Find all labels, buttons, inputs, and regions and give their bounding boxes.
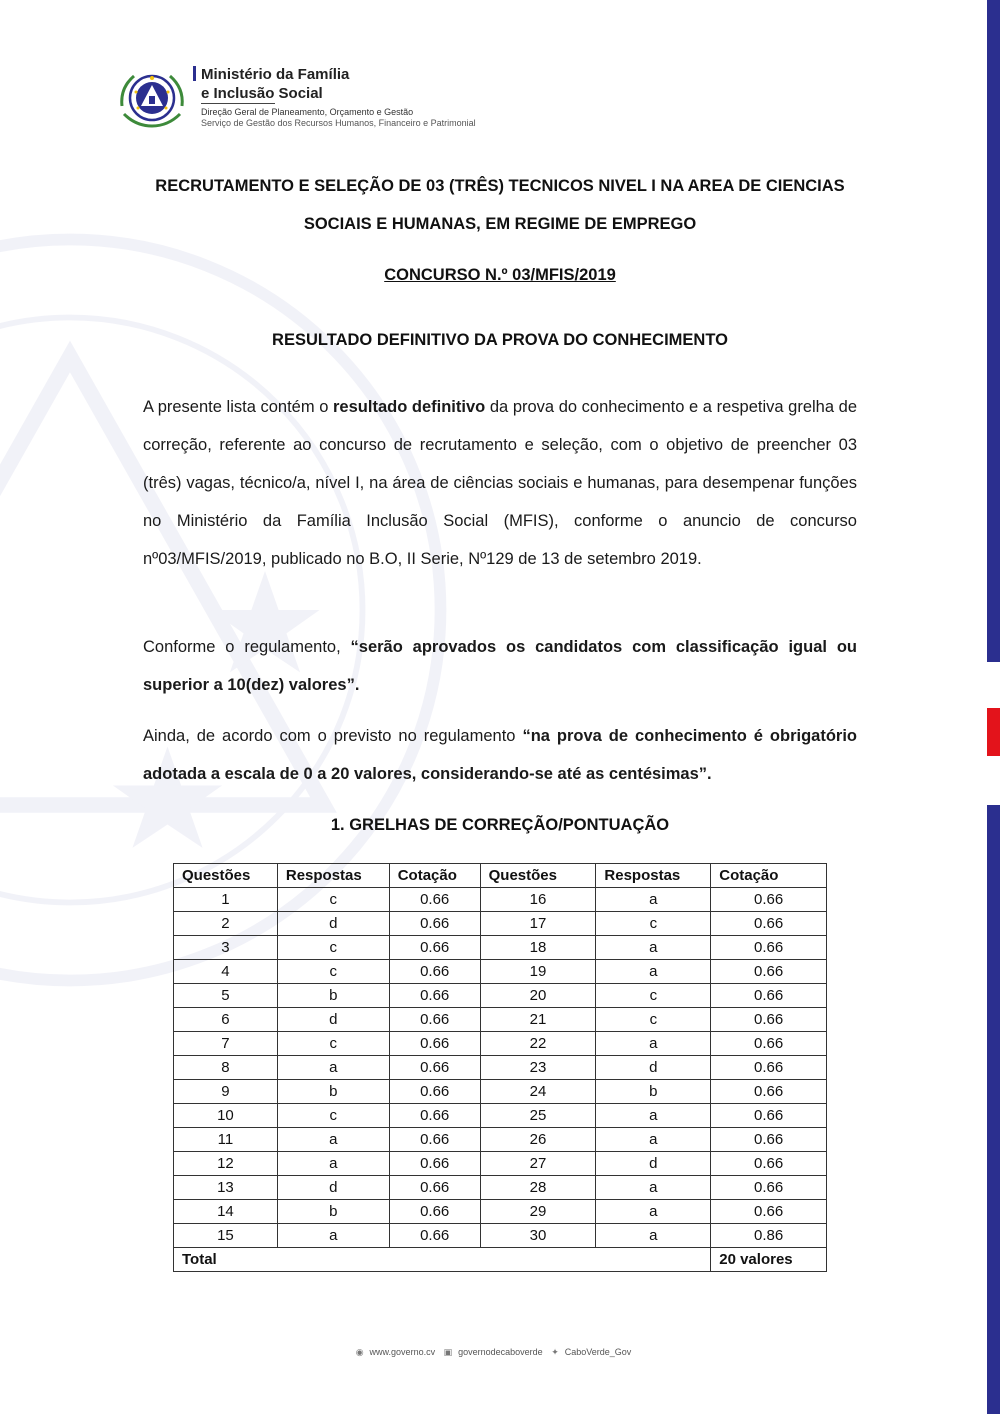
table-cell: 0.66: [389, 1224, 480, 1248]
table-cell: d: [277, 1008, 389, 1032]
scale-paragraph: Ainda, de acordo com o previsto no regulamento “na prova de conhecimento é obrigatório adotada a escala de 0 a 20 valores, considerando-se até as centésimas”.: [143, 727, 858, 783]
table-cell: a: [277, 1056, 389, 1080]
edge-bar-blue-top: [987, 0, 1000, 662]
footer-website[interactable]: www.governo.cv: [369, 1347, 436, 1357]
table-row: [174, 1128, 827, 1152]
table-cell: d: [277, 1176, 389, 1200]
table-row: [174, 1104, 827, 1128]
table-cell: 30: [480, 1224, 596, 1248]
table-cell: 0.66: [389, 1200, 480, 1224]
doc-title-line2: SOCIAIS E HUMANAS, EM REGIME DE EMPREGO: [303, 215, 697, 233]
section-title: 1. GRELHAS DE CORREÇÃO/PONTUAÇÃO: [330, 816, 670, 834]
table-cell: d: [596, 1152, 711, 1176]
edge-bar-blue-bottom: [987, 805, 1000, 1414]
column-header: Respostas: [596, 864, 711, 888]
table-cell: c: [277, 1032, 389, 1056]
globe-icon: ◉: [355, 1347, 364, 1357]
table-cell: 12: [174, 1152, 278, 1176]
table-cell: 0.66: [389, 1104, 480, 1128]
table-cell: a: [596, 960, 711, 984]
table-row: [174, 1056, 827, 1080]
table-cell: 0.66: [389, 912, 480, 936]
table-cell: 0.66: [389, 1176, 480, 1200]
twitter-icon: ✦: [551, 1347, 559, 1357]
table-cell: 0.66: [389, 960, 480, 984]
table-row: [174, 1200, 827, 1224]
logo-rule: [201, 103, 275, 104]
table-cell: 16: [480, 888, 596, 912]
table-cell: a: [596, 1200, 711, 1224]
table-cell: 22: [480, 1032, 596, 1056]
table-cell: 24: [480, 1080, 596, 1104]
intro-paragraph: A presente lista contém o resultado definitivo da prova do conhecimento e a respetiva grelha de correção, referente ao concurso de recrutamento e seleção, com o objetivo de preencher 03 (três) vagas, técnico/a, nível I, na área de ciências sociais e humanas, para desempenar funções no Ministério da Família Inclusão Social (MFIS), conforme o anuncio de concurso nº03/MFIS/2019, publicado no B.O, II Serie, Nº129 de 13 de setembro 2019.: [143, 398, 857, 568]
table-cell: 3: [174, 936, 278, 960]
table-cell: 0.66: [711, 1104, 827, 1128]
table-header-row: [174, 864, 827, 888]
column-header: Respostas: [277, 864, 389, 888]
table-cell: b: [596, 1080, 711, 1104]
table-cell: a: [277, 1128, 389, 1152]
table-row: [174, 1176, 827, 1200]
table-cell: b: [277, 1200, 389, 1224]
table-cell: 25: [480, 1104, 596, 1128]
column-header: Questões: [480, 864, 596, 888]
table-cell: d: [277, 912, 389, 936]
table-cell: 10: [174, 1104, 278, 1128]
table-cell: 23: [480, 1056, 596, 1080]
footer-facebook[interactable]: governodecaboverde: [458, 1347, 543, 1357]
table-cell: b: [277, 984, 389, 1008]
table-cell: 29: [480, 1200, 596, 1224]
table-cell: a: [277, 1152, 389, 1176]
table-row: [174, 960, 827, 984]
department-line1: Direção Geral de Planeamento, Orçamento e Gestão: [201, 107, 414, 117]
column-header: Cotação: [711, 864, 827, 888]
table-cell: 18: [480, 936, 596, 960]
table-cell: 21: [480, 1008, 596, 1032]
table-row: [174, 888, 827, 912]
approval-paragraph: Conforme o regulamento, “serão aprovados os candidatos com classificação igual ou superior a 10(dez) valores”.: [143, 638, 857, 694]
table-cell: 0.66: [389, 1080, 480, 1104]
table-row: [174, 1152, 827, 1176]
table-cell: 0.86: [711, 1224, 827, 1248]
ministry-name-line2: e Inclusão Social: [201, 85, 323, 102]
table-cell: 0.66: [389, 984, 480, 1008]
footer-twitter[interactable]: CaboVerde_Gov: [564, 1347, 632, 1357]
logo-divider: [193, 66, 196, 81]
facebook-icon: ▣: [443, 1347, 453, 1357]
table-cell: a: [596, 1032, 711, 1056]
table-cell: d: [596, 1056, 711, 1080]
table-body: [174, 888, 827, 1248]
table-cell: 0.66: [711, 912, 827, 936]
table-cell: 14: [174, 1200, 278, 1224]
table-cell: 0.66: [711, 1152, 827, 1176]
table-cell: c: [596, 912, 711, 936]
cabo-verde-seal-icon: [116, 66, 188, 130]
table-cell: c: [277, 960, 389, 984]
table-cell: a: [596, 1176, 711, 1200]
table-cell: 0.66: [711, 1080, 827, 1104]
edge-bar-red: [987, 708, 1000, 756]
table-cell: 0.66: [711, 1032, 827, 1056]
table-cell: 0.66: [711, 1008, 827, 1032]
table-cell: c: [596, 1008, 711, 1032]
table-total-row: [174, 1248, 827, 1272]
table-cell: c: [596, 984, 711, 1008]
table-row: [174, 912, 827, 936]
footer: [0, 1347, 987, 1358]
table-cell: 20: [480, 984, 596, 1008]
table-row: [174, 1008, 827, 1032]
table-row: [174, 1032, 827, 1056]
table-cell: 4: [174, 960, 278, 984]
table-row: [174, 1080, 827, 1104]
table-cell: c: [277, 888, 389, 912]
table-cell: a: [596, 1104, 711, 1128]
table-cell: 0.66: [389, 1128, 480, 1152]
table-cell: a: [596, 1128, 711, 1152]
total-value: 20 valores: [711, 1248, 827, 1272]
table-cell: 15: [174, 1224, 278, 1248]
table-cell: 0.66: [711, 1128, 827, 1152]
table-cell: a: [596, 888, 711, 912]
table-cell: 6: [174, 1008, 278, 1032]
table-cell: 5: [174, 984, 278, 1008]
grading-table: [173, 863, 827, 1272]
table-cell: 26: [480, 1128, 596, 1152]
concurso-number: CONCURSO N.º 03/MFIS/2019: [384, 266, 616, 284]
table-cell: a: [277, 1224, 389, 1248]
table-cell: c: [277, 1104, 389, 1128]
table-cell: 0.66: [389, 1056, 480, 1080]
table-row: [174, 984, 827, 1008]
table-cell: 7: [174, 1032, 278, 1056]
table-cell: b: [277, 1080, 389, 1104]
table-cell: 0.66: [711, 1176, 827, 1200]
table-cell: 0.66: [711, 1200, 827, 1224]
table-cell: 27: [480, 1152, 596, 1176]
table-cell: c: [277, 936, 389, 960]
table-cell: a: [596, 936, 711, 960]
table-cell: 9: [174, 1080, 278, 1104]
table-cell: 0.66: [389, 1032, 480, 1056]
table-cell: 2: [174, 912, 278, 936]
column-header: Cotação: [389, 864, 480, 888]
table-cell: 28: [480, 1176, 596, 1200]
doc-title-line1: RECRUTAMENTO E SELEÇÃO DE 03 (TRÊS) TECNICOS NIVEL I NA AREA DE CIENCIAS: [155, 177, 845, 195]
ministry-name-line1: Ministério da Família: [201, 66, 350, 83]
table-cell: 0.66: [389, 1152, 480, 1176]
table-cell: 0.66: [389, 888, 480, 912]
table-row: [174, 936, 827, 960]
table-row: [174, 1224, 827, 1248]
table-cell: 17: [480, 912, 596, 936]
result-title: RESULTADO DEFINITIVO DA PROVA DO CONHECIMENTO: [272, 331, 728, 349]
table-cell: 0.66: [711, 888, 827, 912]
table-cell: 19: [480, 960, 596, 984]
table-cell: 11: [174, 1128, 278, 1152]
table-cell: a: [596, 1224, 711, 1248]
table-cell: 0.66: [711, 960, 827, 984]
table-cell: 0.66: [711, 936, 827, 960]
table-cell: 1: [174, 888, 278, 912]
table-cell: 0.66: [711, 984, 827, 1008]
table-cell: 0.66: [389, 1008, 480, 1032]
table-cell: 0.66: [389, 936, 480, 960]
department-line2: Serviço de Gestão dos Recursos Humanos, Financeiro e Patrimonial: [201, 118, 476, 128]
total-label: Total: [174, 1248, 711, 1272]
column-header: Questões: [174, 864, 278, 888]
table-cell: 13: [174, 1176, 278, 1200]
table-cell: 0.66: [711, 1056, 827, 1080]
table-cell: 8: [174, 1056, 278, 1080]
